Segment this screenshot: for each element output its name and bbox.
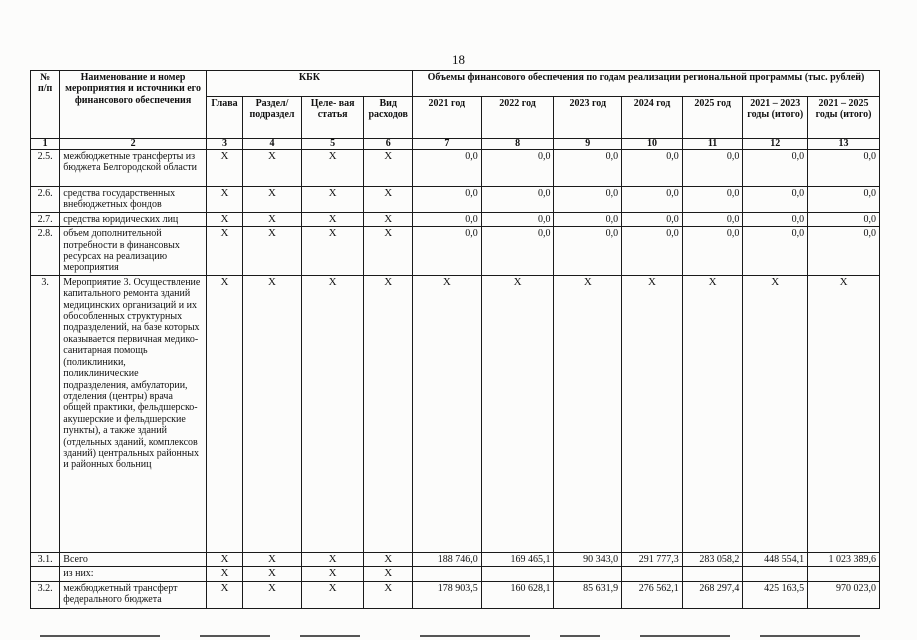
value-cell: Х — [481, 275, 554, 552]
row-name: объем дополнительной потребности в финансовых ресурсах на реализацию мероприятия — [60, 227, 207, 276]
index-cell: 9 — [554, 139, 622, 150]
value-cell: Х — [743, 275, 808, 552]
value-cell: 0,0 — [622, 227, 683, 276]
index-cell: 5 — [301, 139, 364, 150]
value-cell: 0,0 — [682, 227, 743, 276]
row-number: 2.8. — [31, 227, 60, 276]
index-cell: 4 — [243, 139, 302, 150]
col-header-glava: Глава — [206, 97, 242, 139]
value-cell: 0,0 — [554, 187, 622, 213]
value-cell: 1 023 389,6 — [808, 552, 880, 566]
kbk-cell: Х — [301, 227, 364, 276]
value-cell: 85 631,9 — [554, 581, 622, 608]
kbk-cell: Х — [364, 552, 413, 566]
kbk-cell: Х — [243, 150, 302, 187]
kbk-cell: Х — [364, 187, 413, 213]
value-cell — [481, 567, 554, 581]
index-cell: 13 — [808, 139, 880, 150]
kbk-cell: Х — [301, 212, 364, 226]
value-cell: 178 903,5 — [412, 581, 481, 608]
value-cell: 0,0 — [682, 212, 743, 226]
row-number: 2.6. — [31, 187, 60, 213]
value-cell: 0,0 — [412, 212, 481, 226]
value-cell: 0,0 — [481, 227, 554, 276]
col-header-statya: Целе- вая статья — [301, 97, 364, 139]
kbk-cell: Х — [243, 581, 302, 608]
index-row — [31, 139, 880, 150]
kbk-cell: Х — [364, 567, 413, 581]
kbk-cell: Х — [206, 227, 242, 276]
value-cell: 0,0 — [481, 150, 554, 187]
value-cell: 0,0 — [808, 227, 880, 276]
kbk-cell: Х — [301, 275, 364, 552]
col-header-num: № п/п — [31, 71, 60, 139]
kbk-cell: Х — [301, 187, 364, 213]
value-cell — [622, 567, 683, 581]
kbk-cell: Х — [243, 212, 302, 226]
row-name: Всего — [60, 552, 207, 566]
index-cell: 7 — [412, 139, 481, 150]
col-header-razdel: Раздел/ подраздел — [243, 97, 302, 139]
kbk-cell: Х — [206, 581, 242, 608]
kbk-cell: Х — [301, 567, 364, 581]
index-cell: 1 — [31, 139, 60, 150]
kbk-cell: Х — [243, 567, 302, 581]
row-name: межбюджетные трансферты из бюджета Белгородской области — [60, 150, 207, 187]
row-number: 3.2. — [31, 581, 60, 608]
row-name: средства государственных внебюджетных фондов — [60, 187, 207, 213]
kbk-cell: Х — [206, 187, 242, 213]
value-cell: 169 465,1 — [481, 552, 554, 566]
row-number: 3.1. — [31, 552, 60, 566]
col-header-year: 2022 год — [481, 97, 554, 139]
kbk-cell: Х — [364, 275, 413, 552]
value-cell: 188 746,0 — [412, 552, 481, 566]
row-number: 3. — [31, 275, 60, 552]
value-cell: 0,0 — [808, 187, 880, 213]
value-cell: Х — [622, 275, 683, 552]
value-cell: 0,0 — [622, 212, 683, 226]
scan-edge-lines — [0, 632, 917, 640]
table-row — [31, 581, 880, 608]
kbk-cell: Х — [364, 581, 413, 608]
value-cell: 0,0 — [412, 187, 481, 213]
value-cell: 0,0 — [808, 212, 880, 226]
index-cell: 3 — [206, 139, 242, 150]
value-cell: 0,0 — [808, 150, 880, 187]
value-cell: 90 343,0 — [554, 552, 622, 566]
col-header-year: 2024 год — [622, 97, 683, 139]
value-cell: 268 297,4 — [682, 581, 743, 608]
value-cell — [743, 567, 808, 581]
value-cell: 0,0 — [743, 212, 808, 226]
row-number: 2.5. — [31, 150, 60, 187]
value-cell — [808, 567, 880, 581]
kbk-cell: Х — [206, 212, 242, 226]
row-name: средства юридических лиц — [60, 212, 207, 226]
index-cell: 12 — [743, 139, 808, 150]
value-cell: 0,0 — [554, 212, 622, 226]
value-cell: 0,0 — [554, 150, 622, 187]
index-cell: 10 — [622, 139, 683, 150]
row-number: 2.7. — [31, 212, 60, 226]
value-cell: 425 163,5 — [743, 581, 808, 608]
index-cell: 11 — [682, 139, 743, 150]
value-cell: 0,0 — [554, 227, 622, 276]
table-row — [31, 187, 880, 213]
value-cell: Х — [412, 275, 481, 552]
col-header-total: 2021 – 2023 годы (итого) — [743, 97, 808, 139]
table-row — [31, 150, 880, 187]
value-cell: 0,0 — [412, 227, 481, 276]
row-name: Мероприятие 3. Осуществление капитального ремонта зданий медицинских организаций и их обособленных структурных подразделений, на базе которых оказывается первичная медико-санитарная помощь (поликлиники, поликлинические подразделения, амбулатории, отделения (центры) врача общей практики, фельдшерско-акушерские и фельдшерские пункты), а также зданий (отдельных зданий, комплексов зданий) центральных районных и районных больниц — [60, 275, 207, 552]
kbk-cell: Х — [364, 150, 413, 187]
row-name: межбюджетный трансферт федерального бюджета — [60, 581, 207, 608]
value-cell: 0,0 — [481, 187, 554, 213]
kbk-cell: Х — [364, 227, 413, 276]
value-cell: 448 554,1 — [743, 552, 808, 566]
value-cell: 0,0 — [622, 187, 683, 213]
value-cell: 970 023,0 — [808, 581, 880, 608]
value-cell — [682, 567, 743, 581]
value-cell: 0,0 — [743, 150, 808, 187]
row-name: из них: — [60, 567, 207, 581]
kbk-cell: Х — [301, 581, 364, 608]
value-cell: 0,0 — [682, 150, 743, 187]
value-cell: 291 777,3 — [622, 552, 683, 566]
kbk-cell: Х — [243, 227, 302, 276]
kbk-cell: Х — [206, 567, 242, 581]
kbk-cell: Х — [301, 552, 364, 566]
value-cell: 0,0 — [743, 227, 808, 276]
value-cell — [412, 567, 481, 581]
value-cell: 0,0 — [682, 187, 743, 213]
col-header-kbk: КБК — [206, 71, 412, 97]
page-number: 18 — [452, 52, 465, 67]
table-row — [31, 567, 880, 581]
value-cell: 276 562,1 — [622, 581, 683, 608]
table-row — [31, 212, 880, 226]
value-cell: 0,0 — [412, 150, 481, 187]
col-header-year: 2025 год — [682, 97, 743, 139]
kbk-cell: Х — [243, 187, 302, 213]
kbk-cell: Х — [206, 150, 242, 187]
value-cell: 0,0 — [481, 212, 554, 226]
table-row — [31, 227, 880, 276]
kbk-cell: Х — [301, 150, 364, 187]
kbk-cell: Х — [206, 275, 242, 552]
value-cell: 160 628,1 — [481, 581, 554, 608]
value-cell: 0,0 — [743, 187, 808, 213]
col-header-name: Наименование и номер мероприятия и источники его финансового обеспечения — [60, 71, 207, 139]
value-cell: Х — [682, 275, 743, 552]
index-cell: 2 — [60, 139, 207, 150]
table-row — [31, 552, 880, 566]
kbk-cell: Х — [364, 212, 413, 226]
financing-table — [30, 70, 880, 609]
col-header-vid: Вид расходов — [364, 97, 413, 139]
kbk-cell: Х — [243, 275, 302, 552]
col-header-year: 2023 год — [554, 97, 622, 139]
table-row — [31, 275, 880, 552]
row-number — [31, 567, 60, 581]
value-cell: 0,0 — [622, 150, 683, 187]
kbk-cell: Х — [206, 552, 242, 566]
value-cell: Х — [808, 275, 880, 552]
col-header-year: 2021 год — [412, 97, 481, 139]
value-cell: Х — [554, 275, 622, 552]
index-cell: 8 — [481, 139, 554, 150]
kbk-cell: Х — [243, 552, 302, 566]
col-header-volumes: Объемы финансового обеспечения по годам реализации региональной программы (тыс. рублей) — [412, 71, 879, 97]
value-cell — [554, 567, 622, 581]
col-header-total: 2021 – 2025 годы (итого) — [808, 97, 880, 139]
index-cell: 6 — [364, 139, 413, 150]
value-cell: 283 058,2 — [682, 552, 743, 566]
